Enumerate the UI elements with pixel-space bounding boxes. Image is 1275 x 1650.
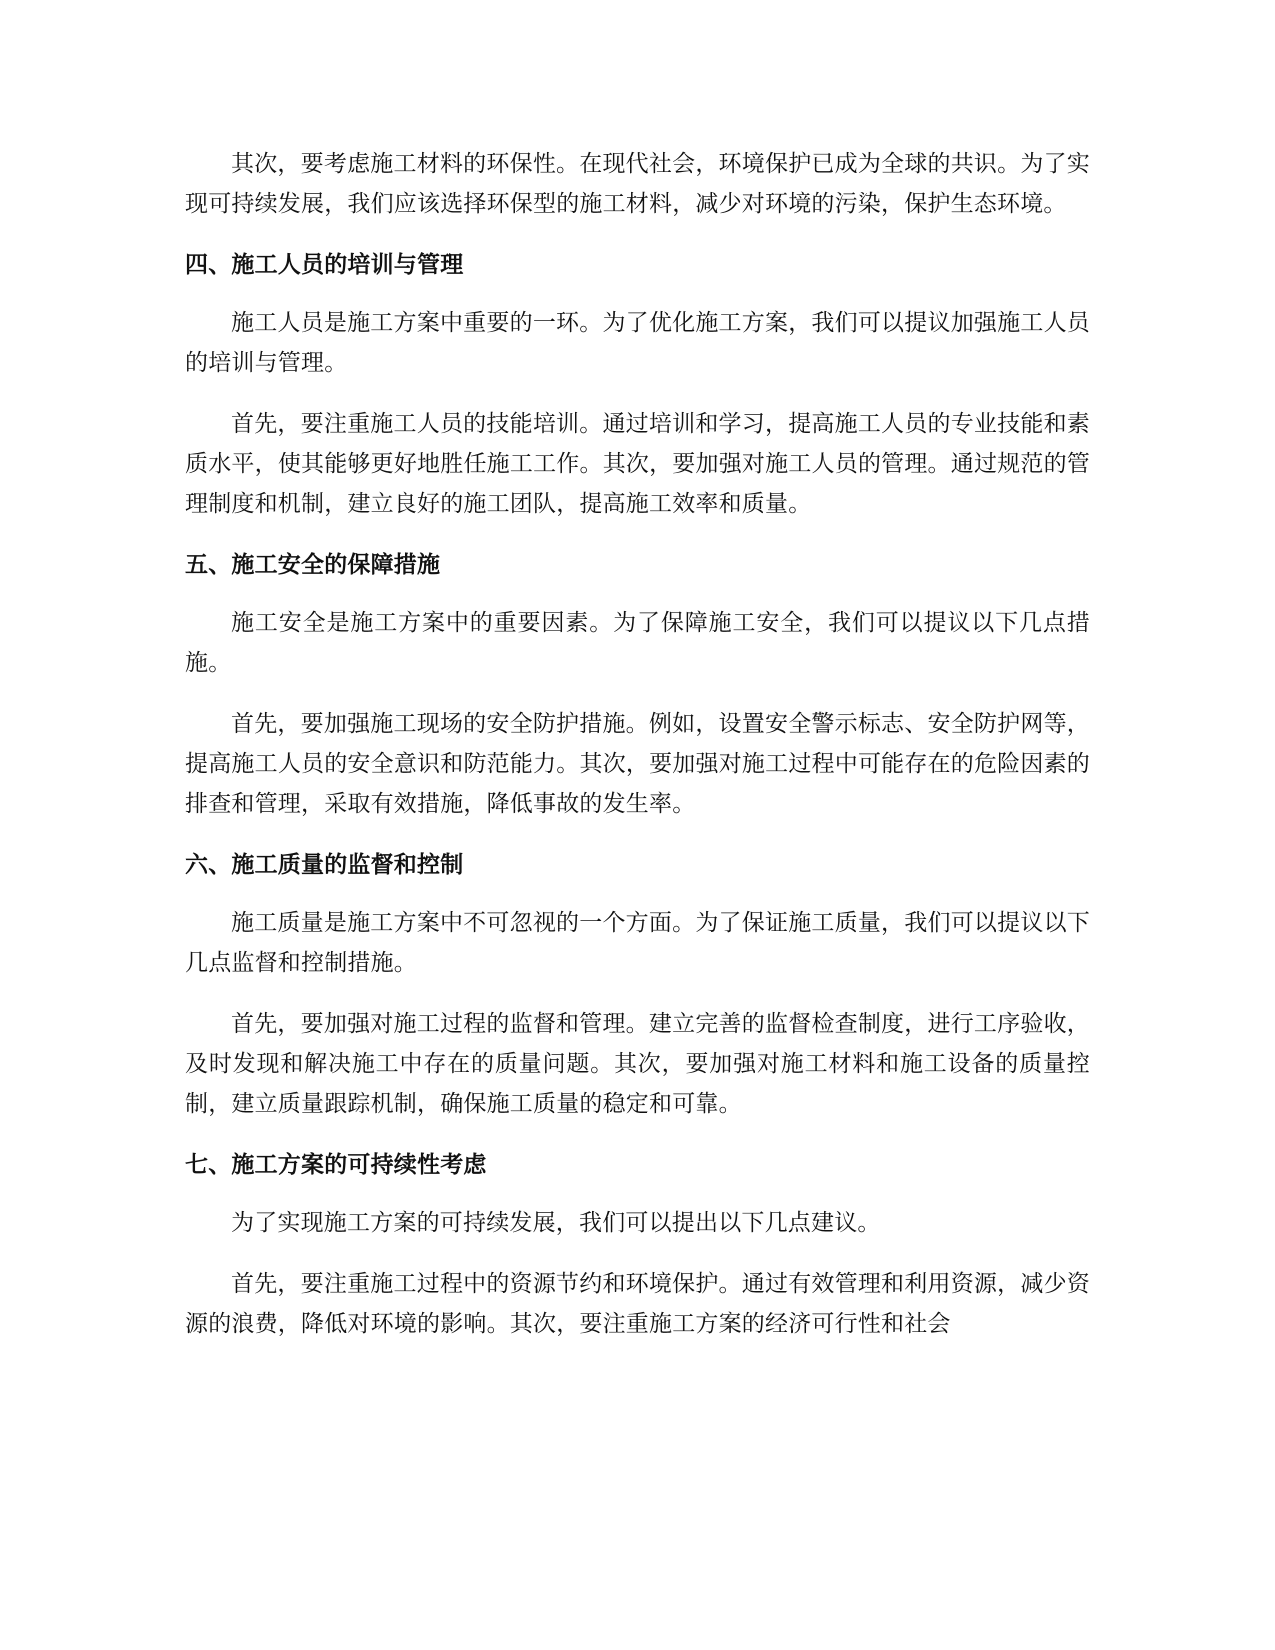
paragraph-material-environmental: 其次，要考虑施工材料的环保性。在现代社会，环境保护已成为全球的共识。为了实现可持续发展，我们应该选择环保型的施工材料，减少对环境的污染，保护生态环境。: [185, 151, 1090, 217]
paragraph-personnel-training: 首先，要注重施工人员的技能培训。通过培训和学习，提高施工人员的专业技能和素质水平，使其能够更好地胜任施工工作。其次，要加强对施工人员的管理。通过规范的管理制度和机制，建立良好的施工团队，提高施工效率和质量。: [185, 411, 1090, 517]
section-heading-4: 四、施工人员的培训与管理: [185, 252, 464, 278]
section-heading-6: 六、施工质量的监督和控制: [185, 852, 464, 878]
paragraph-safety-intro: 施工安全是施工方案中的重要因素。为了保障施工安全，我们可以提议以下几点措施。: [185, 610, 1090, 676]
document-page: [185, 144, 1090, 1365]
paragraph-sustainability-intro: 为了实现施工方案的可持续发展，我们可以提出以下几点建议。: [231, 1210, 881, 1236]
paragraph-quality-intro: 施工质量是施工方案中不可忽视的一个方面。为了保证施工质量，我们可以提议以下几点监督和控制措施。: [185, 910, 1090, 976]
paragraph-safety-measures: 首先，要加强施工现场的安全防护措施。例如，设置安全警示标志、安全防护网等，提高施工人员的安全意识和防范能力。其次，要加强对施工过程中可能存在的危险因素的排查和管理，采取有效措施，降低事故的发生率。: [185, 711, 1090, 817]
paragraph-quality-control: 首先，要加强对施工过程的监督和管理。建立完善的监督检查制度，进行工序验收，及时发现和解决施工中存在的质量问题。其次，要加强对施工材料和施工设备的质量控制，建立质量跟踪机制，确保施工质量的稳定和可靠。: [185, 1011, 1090, 1117]
section-heading-7: 七、施工方案的可持续性考虑: [185, 1152, 487, 1178]
paragraph-sustainability-measures: 首先，要注重施工过程中的资源节约和环境保护。通过有效管理和利用资源，减少资源的浪费，降低对环境的影响。其次，要注重施工方案的经济可行性和社会: [185, 1271, 1090, 1337]
section-heading-5: 五、施工安全的保障措施: [185, 552, 441, 578]
paragraph-personnel-intro: 施工人员是施工方案中重要的一环。为了优化施工方案，我们可以提议加强施工人员的培训与管理。: [185, 310, 1090, 376]
